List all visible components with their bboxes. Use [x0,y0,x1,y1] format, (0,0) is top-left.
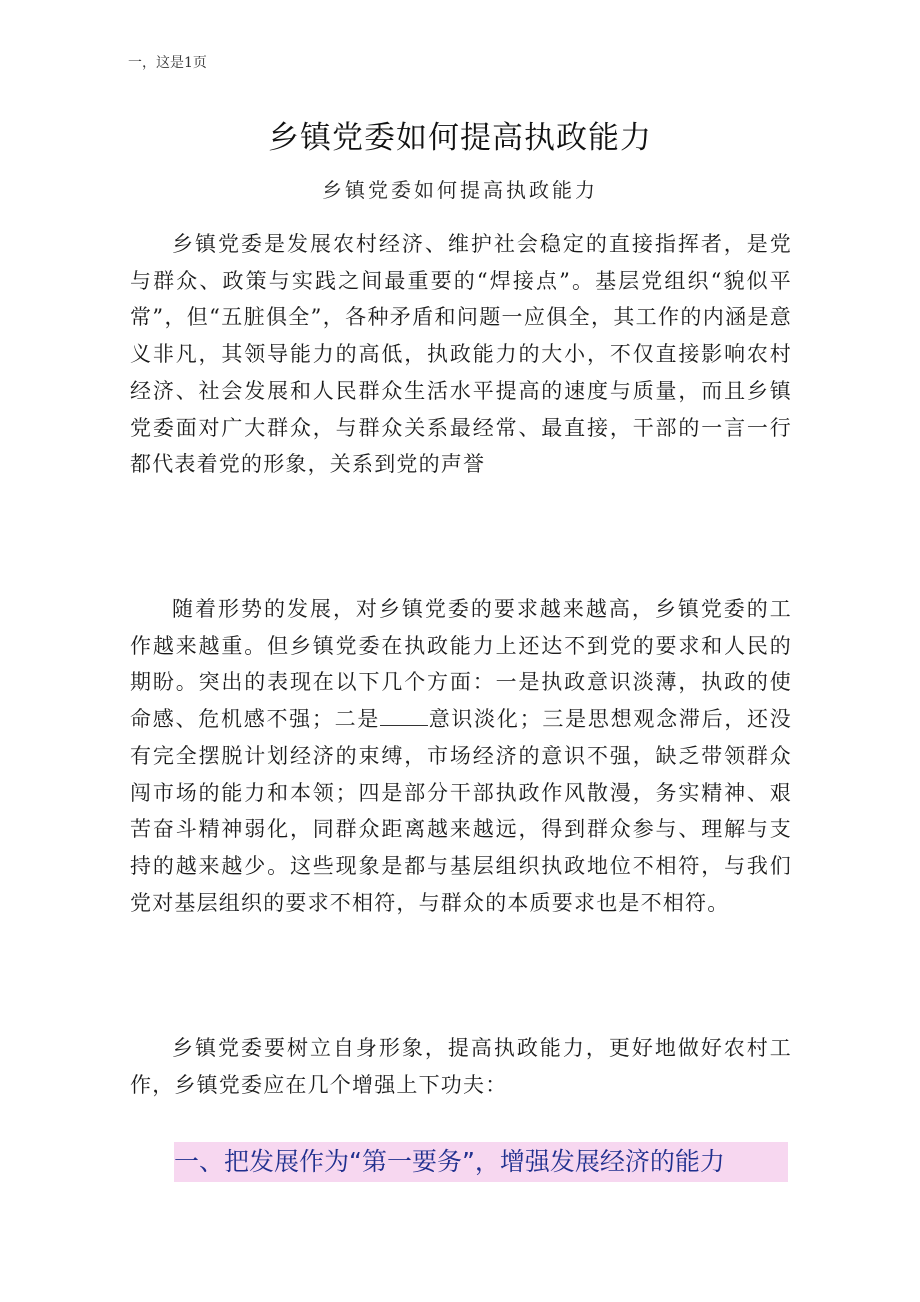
body-paragraph-3: 乡镇党委要树立自身形象，提高执政能力，更好地做好农村工作，乡镇党委应在几个增强上下功夫： [130,1036,792,1097]
document-subtitle: 乡镇党委如何提高执政能力 [322,178,598,202]
fill-in-blank [380,707,428,726]
document-title: 乡镇党委如何提高执政能力 [268,120,652,156]
body-paragraph-1: 乡镇党委是发展农村经济、维护社会稳定的直接指挥者，是党与群众、政策与实践之间最重要的“焊接点”。基层党组织“貌似平常”，但“五脏俱全”，各种矛盾和问题一应俱全，其工作的内涵是意义非凡，其领导能力的高低，执政能力的大小，不仅直接影响农村经济、社会发展和人民群众生活水平提高的速度与质量，而且乡镇党委面对广大群众，与群众关系最经常、最直接，干部的一言一行都代表着党的形象，关系到党的声誉 [130,232,792,477]
body-paragraph-2 [130,591,792,921]
page-header-note: 一，这是1页 [128,55,207,71]
section-heading-1: 一、把发展作为“第一要务”，增强发展经济的能力 [174,1142,788,1182]
paragraph-2-text-after-blank: 意识淡化；三是思想观念滞后，还没有完全摆脱计划经济的束缚，市场经济的意识不强，缺乏带领群众闯市场的能力和本领；四是部分干部执政作风散漫，务实精神、艰苦奋斗精神弱化，同群众距离越来越远，得到群众参与、理解与支持的越来越少。这些现象是都与基层组织执政地位不相符，与我们党对基层组织的要求不相符，与群众的本质要求也是不相符。 [130,707,793,915]
paragraph-2-text-before-blank: 随着形势的发展，对乡镇党委的要求越来越高，乡镇党委的工作越来越重。但乡镇党委在执政能力上还达不到党的要求和人民的期盼。突出的表现在以下几个方面：一是执政意识淡薄，执政的使命感、危机感不强；二是 [130,597,792,732]
